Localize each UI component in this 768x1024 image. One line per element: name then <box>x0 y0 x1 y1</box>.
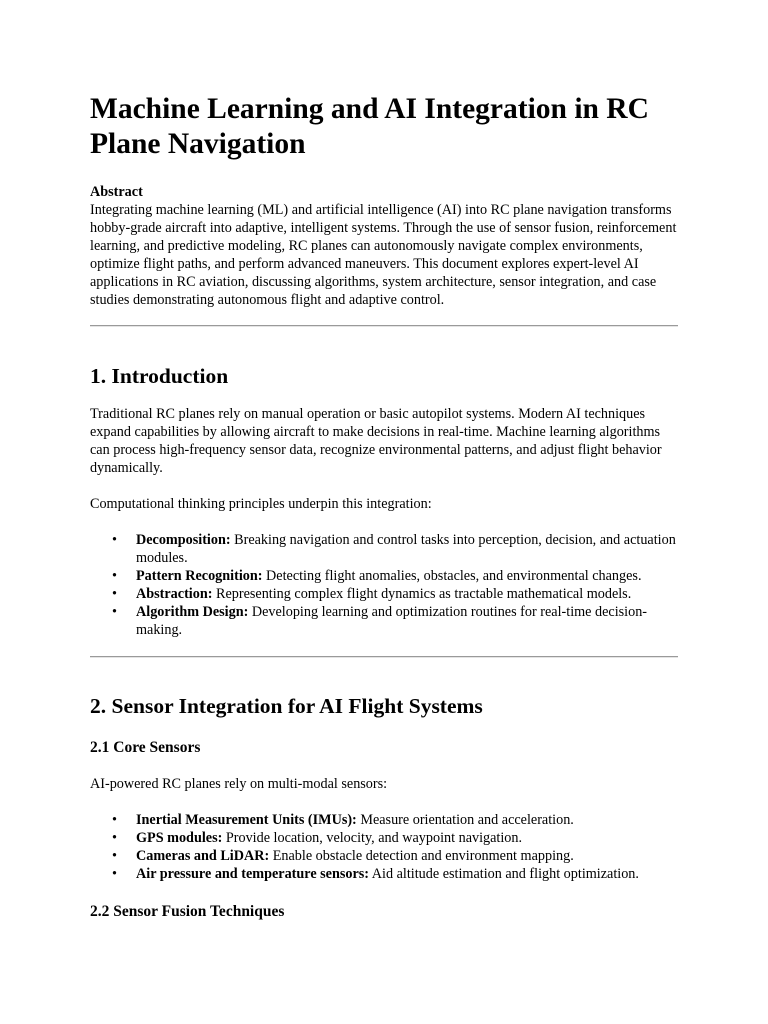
core-sensors-list <box>90 811 678 883</box>
list-item-term: Pattern Recognition: <box>136 568 263 584</box>
list-item-text: Representing complex flight dynamics as tractable mathematical models. <box>212 586 632 602</box>
list-item-term: Cameras and LiDAR: <box>136 848 270 864</box>
bullet-icon: • <box>112 586 117 602</box>
subsection-heading-core-sensors: 2.1 Core Sensors <box>90 739 201 756</box>
computational-thinking-list <box>90 531 678 639</box>
section-heading-sensor-integration: 2. Sensor Integration for AI Flight Systems <box>90 694 483 718</box>
list-item-text: Enable obstacle detection and environment mapping. <box>269 848 574 864</box>
list-item-term: Abstraction: <box>136 586 213 602</box>
list-item-text: Breaking navigation and control tasks into perception, decision, and actuation modules. <box>136 532 676 566</box>
list-item-text: Developing learning and optimization routines for real-time decision-making. <box>136 604 648 638</box>
list-item <box>90 811 678 829</box>
list-item-text: Measure orientation and acceleration. <box>356 812 574 828</box>
list-item <box>90 531 678 567</box>
introduction-paragraph: Traditional RC planes rely on manual operation or basic autopilot systems. Modern AI techniques expand capabilities by allowing aircraft to make decisions in real-time. Machine learning algorithms can process high-frequency sensor data, recognize environmental patterns, and adjust flight behavior dynamically. <box>90 406 662 476</box>
list-item-text: Provide location, velocity, and waypoint navigation. <box>222 830 523 846</box>
list-item-text: Detecting flight anomalies, obstacles, and environmental changes. <box>262 568 642 584</box>
core-sensors-paragraph: AI-powered RC planes rely on multi-modal sensors: <box>90 776 388 792</box>
list-item-term: Inertial Measurement Units (IMUs): <box>136 812 357 828</box>
abstract-heading: Abstract <box>90 184 143 200</box>
abstract-text: Integrating machine learning (ML) and artificial intelligence (AI) into RC plane navigation transforms hobby-grade aircraft into adaptive, intelligent systems. Through the use of sensor fusion, reinforcement learning, and predictive modeling, RC planes can autonomously navigate complex environments, optimize flight paths, and perform advanced maneuvers. This document explores expert-level AI applications in RC aviation, discussing algorithms, system architecture, sensor integration, and case studies demonstrating autonomous flight and adaptive control. <box>90 202 677 308</box>
bullet-icon: • <box>112 830 117 846</box>
bullet-icon: • <box>112 604 117 620</box>
bullet-icon: • <box>112 812 117 828</box>
list-item <box>90 847 678 865</box>
list-item <box>90 585 678 603</box>
list-item <box>90 567 678 585</box>
bullet-icon: • <box>112 568 117 584</box>
computational-thinking-paragraph: Computational thinking principles underpin this integration: <box>90 496 432 512</box>
document-title: Machine Learning and AI Integration in RC Plane Navigation <box>90 93 649 160</box>
list-item-text: Aid altitude estimation and flight optimization. <box>369 866 639 882</box>
list-item <box>90 865 678 883</box>
list-item-term: Decomposition: <box>136 532 231 548</box>
list-item <box>90 603 678 639</box>
list-item-term: Air pressure and temperature sensors: <box>136 866 370 882</box>
list-item <box>90 829 678 847</box>
bullet-icon: • <box>112 866 117 882</box>
bullet-icon: • <box>112 532 117 548</box>
section-divider <box>90 656 678 658</box>
section-heading-introduction: 1. Introduction <box>90 364 229 388</box>
bullet-icon: • <box>112 848 117 864</box>
section-divider <box>90 325 678 327</box>
list-item-term: GPS modules: <box>136 830 223 846</box>
subsection-heading-sensor-fusion: 2.2 Sensor Fusion Techniques <box>90 903 285 920</box>
list-item-term: Algorithm Design: <box>136 604 249 620</box>
